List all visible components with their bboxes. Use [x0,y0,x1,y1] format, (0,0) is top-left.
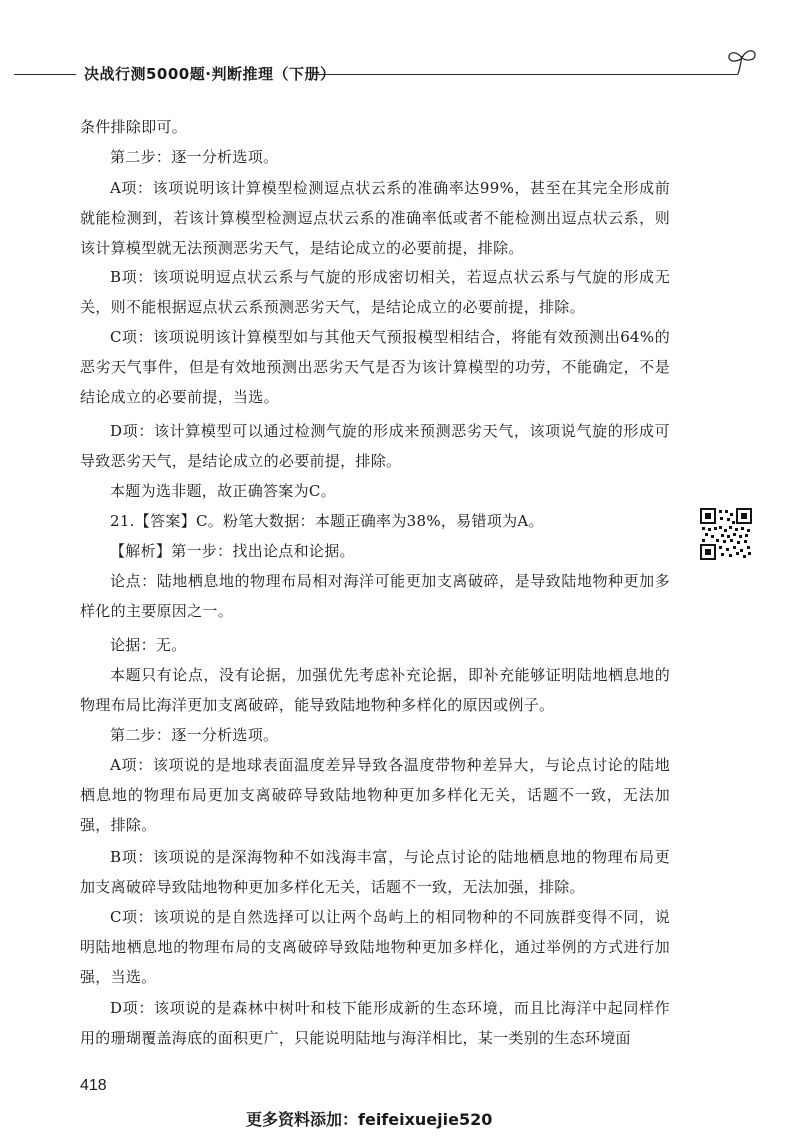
paragraph-q21-option-c: C项：该项说的是自然选择可以让两个岛屿上的相同物种的不同族群变得不同，说明陆地栖息地的物理布局的支离破碎导致陆地物种更加多样化，通过举例的方式进行加强，当选。 [80,908,670,986]
paragraph-strategy: 本题只有论点，没有论据，加强优先考虑补充论据，即补充能够证明陆地栖息地的物理布局比海洋更加支离破碎，能导致陆地物种多样化的原因或例子。 [80,666,670,714]
paragraph-conclusion: 本题为选非题，故正确答案为C。 [110,482,336,500]
sprout-icon [722,46,762,80]
paragraph-step2: 第二步：逐一分析选项。 [110,148,279,166]
paragraph-continuation: 条件排除即可。 [80,118,188,136]
paragraph-argument: 论点：陆地栖息地的物理布局相对海洋可能更加支离破碎，是导致陆地物种更加多样化的主要原因之一。 [80,572,670,620]
paragraph-evidence: 论据：无。 [110,636,187,654]
page-number: 418 [80,1077,107,1094]
qr-code-icon [700,508,752,560]
header-title: 决战行测5000题·判断推理（下册） [84,65,336,83]
paragraph-option-b: B项：该项说明逗点状云系与气旋的形成密切相关，若逗点状云系与气旋的形成无关，则不能根据逗点状云系预测恶劣天气，是结论成立的必要前提，排除。 [80,268,670,316]
paragraph-q21-analysis: 【解析】第一步：找出论点和论据。 [110,542,355,560]
header-rule-right [312,74,738,75]
paragraph-step2-b: 第二步：逐一分析选项。 [110,726,279,744]
paragraph-q21-option-b: B项：该项说的是深海物种不如浅海丰富，与论点讨论的陆地栖息地的物理布局更加支离破碎导致陆地物种更加多样化无关，话题不一致，无法加强，排除。 [80,848,670,896]
running-header [0,52,800,92]
header-rule-left [14,74,76,75]
paragraph-q21-option-d: D项：该项说的是森林中树叶和枝下能形成新的生态环境，而且比海洋中起同样作用的珊瑚覆盖海底的面积更广，只能说明陆地与海洋相比，某一类别的生态环境面 [80,999,670,1047]
paragraph-q21-option-a: A项：该项说的是地球表面温度差异导致各温度带物种差异大，与论点讨论的陆地栖息地的物理布局更加支离破碎导致陆地物种更加多样化无关，话题不一致，无法加强，排除。 [80,756,670,834]
footer-note: 更多资料添加：feifeixuejie520 [246,1110,493,1129]
paragraph-q21-answer: 21.【答案】C。粉笔大数据：本题正确率为38%，易错项为A。 [110,512,544,530]
paragraph-option-a: A项：该项说明该计算模型检测逗点状云系的准确率达99%，甚至在其完全形成前就能检测到，若该计算模型检测逗点状云系的准确率低或者不能检测出逗点状云系，则该计算模型就无法预测恶劣天气，是结论成立的必要前提，排除。 [80,179,670,257]
paragraph-option-c: C项：该项说明该计算模型如与其他天气预报模型相结合，将能有效预测出64%的恶劣天气事件，但是有效地预测出恶劣天气是否为该计算模型的功劳，不能确定，不是结论成立的必要前提，当选。 [80,328,670,406]
paragraph-option-d: D项：该计算模型可以通过检测气旋的形成来预测恶劣天气，该项说气旋的形成可导致恶劣天气，是结论成立的必要前提，排除。 [80,422,670,470]
